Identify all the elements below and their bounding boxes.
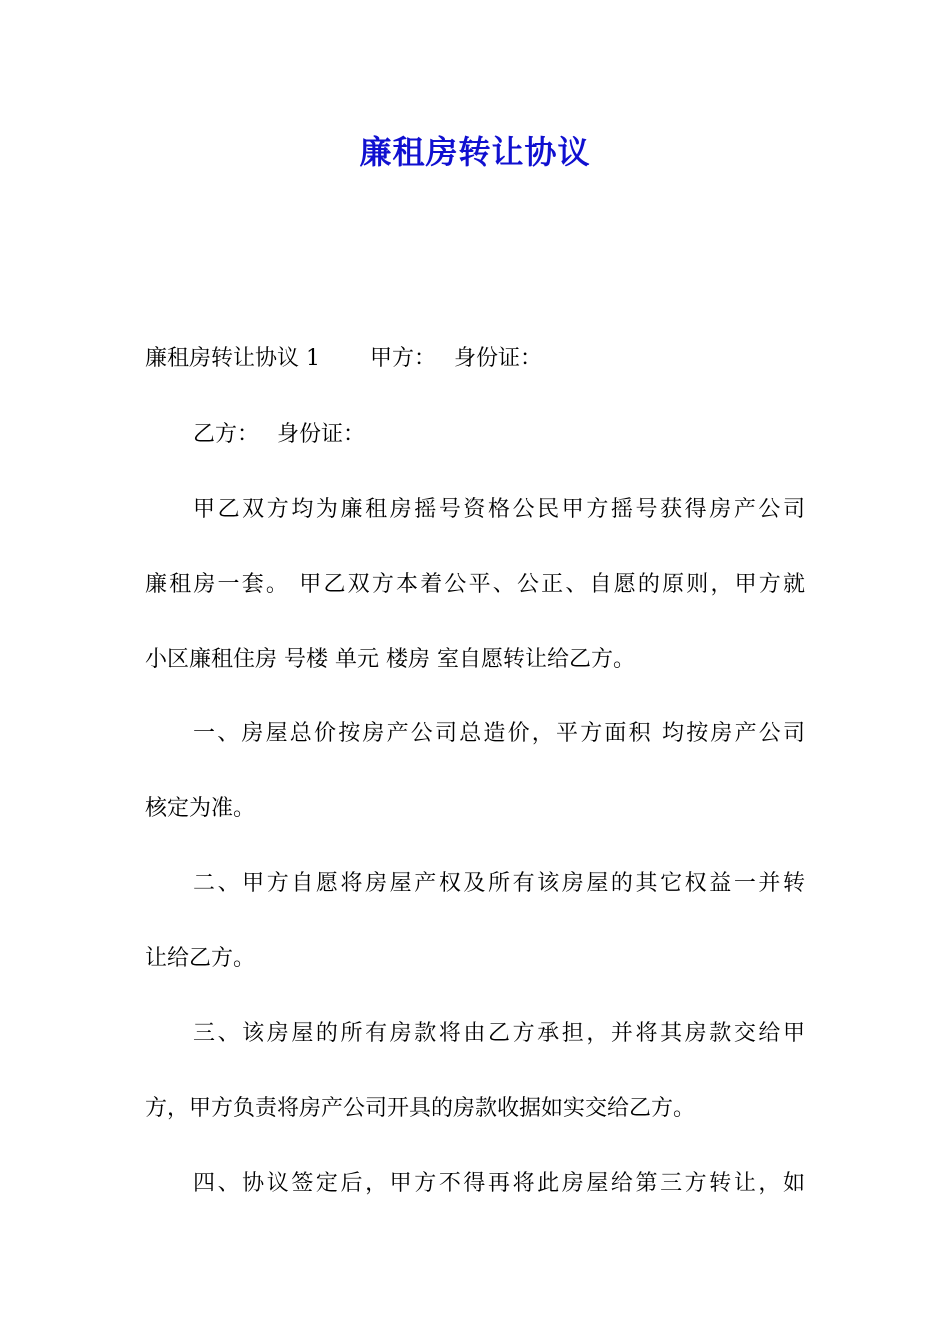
heading-line — [145, 334, 542, 384]
clause-line: 核定为准。 — [145, 796, 256, 821]
party-a-id-label: 身份证： — [454, 346, 543, 371]
clause-line: 三、该房屋的所有房款将由乙方承担，并将其房款交给甲 — [193, 1021, 805, 1046]
clause-line: 一、房屋总价按房产公司总造价，平方面积 均按房产公司 — [193, 721, 805, 746]
clause-line: 让给乙方。 — [145, 946, 256, 971]
paragraph-line: 甲乙双方均为廉租房摇号资格公民甲方摇号获得房产公司 — [193, 497, 805, 522]
paragraph-line: 廉租房一套。 甲乙双方本着公平、公正、自愿的原则，甲方就 — [145, 572, 805, 597]
paragraph-line: 小区廉租住房 号楼 单元 楼房 室自愿转让给乙方。 — [145, 647, 635, 672]
clause-line: 四、协议签定后，甲方不得再将此房屋给第三方转让，如 — [193, 1171, 805, 1196]
clause-line: 二、甲方自愿将房屋产权及所有该房屋的其它权益一并转 — [193, 871, 805, 896]
party-a-label: 甲方： — [370, 346, 437, 371]
party-b-label: 乙方： — [193, 422, 260, 447]
party-b-id-label: 身份证： — [277, 422, 366, 447]
document-title: 廉租房转让协议 — [359, 133, 591, 171]
clause-line: 方，甲方负责将房产公司开具的房款收据如实交给乙方。 — [145, 1096, 696, 1121]
party-b-line — [193, 410, 365, 460]
agreement-label: 廉租房转让协议 1 — [145, 346, 320, 371]
